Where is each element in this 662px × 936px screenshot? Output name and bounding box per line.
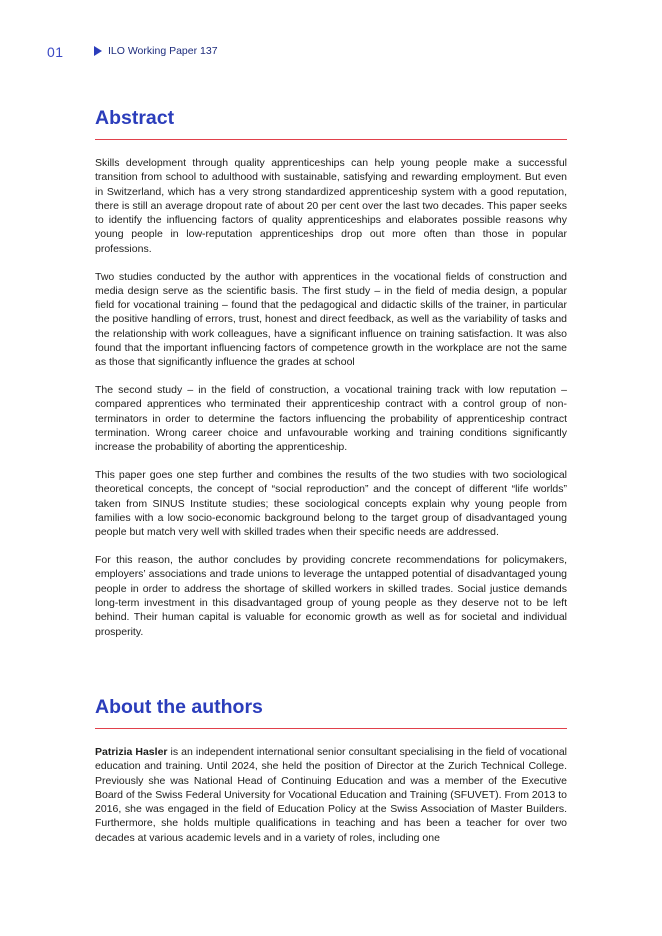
page-number: 01 bbox=[47, 44, 64, 60]
author-bio: is an independent international senior consultant specialising in the field of vocational education and training. Until 2024, she held the position of Director at the Zurich Technical College. Previously she was National Head of Continuing Education and was a member of the Executive Board of the Swiss Federal University for Vocational Education and Training (SFUVET). From 2013 to 2016, she was engaged in the field of Education Policy at the Swiss Association of Master Builders. Furthermore, she holds multiple qualifications in teaching and has been a teacher for over two decades at various academic levels and in a variety of roles, including one bbox=[95, 746, 568, 844]
abstract-paragraph: Two studies conducted by the author with apprentices in the vocational fields of construction and media design serve as the scientific basis. The first study – in the field of media design, a popular field for vocational training – found that the pedagogical and didactic skills of the trainer, in particular the positive handling of errors, trust, honest and direct feedback, as well as the variability of tasks and the relationship with work colleagues, have a significant influence on training satisfaction. It was also found that the important influencing factors of competence growth in the workplace are not the same as those that significantly influence the grades at school bbox=[95, 270, 567, 369]
running-header bbox=[94, 45, 218, 57]
authors-heading: About the authors bbox=[95, 695, 567, 729]
author-name: Patrizia Hasler bbox=[95, 746, 168, 758]
abstract-paragraph: For this reason, the author concludes by providing concrete recommendations for policymakers, employers’ associations and trade unions to leverage the untapped potential of disadvantaged young people in order to address the shortage of skilled workers in skilled trades. Social justice demands long-term investment in this disadvantaged group of young people as they deserve not to be left behind. Their human capital is valuable for economic growth as well as for societal and individual prosperity. bbox=[95, 554, 567, 638]
author-bio-paragraph bbox=[95, 745, 567, 845]
triangle-icon bbox=[94, 46, 102, 56]
authors-section bbox=[95, 695, 567, 859]
abstract-paragraph: Skills development through quality apprenticeships can help young people make a successful transition from school to adulthood with sustainable, satisfying and rewarding employment. But even in Switzerland, which has a very strong standardized apprenticeship system with a good reputation, there is still an average dropout rate of about 20 per cent over the last two decades. This paper seeks to identify the influencing factors of quality apprenticeships and elaborates possible reasons why young people in low-reputation apprenticeships drop out more often than those in popular professions. bbox=[95, 157, 567, 255]
abstract-body bbox=[95, 156, 567, 639]
running-title: ILO Working Paper 137 bbox=[108, 45, 218, 57]
authors-body bbox=[95, 745, 567, 845]
abstract-heading: Abstract bbox=[95, 106, 567, 140]
abstract-paragraph: The second study – in the field of construction, a vocational training track with low reputation – compared apprentices who terminated their apprenticeship contract with a control group of non-terminators in order to determine the factors influencing the probability of apprenticeship contract termination. Wrong career choice and unfavourable working and training conditions significantly increase the probability of aborting the apprenticeship. bbox=[95, 384, 567, 454]
abstract-paragraph: This paper goes one step further and combines the results of the two studies with two sociological theoretical concepts, the concept of “social reproduction” and the concept of different “life worlds” taken from SINUS Institute studies; these sociological concepts explain why young people from families with a low socio-economic background belong to the target group of disadvantaged young people but match very well with skilled trades when their specific needs are addressed. bbox=[95, 469, 567, 539]
abstract-section bbox=[95, 106, 567, 652]
